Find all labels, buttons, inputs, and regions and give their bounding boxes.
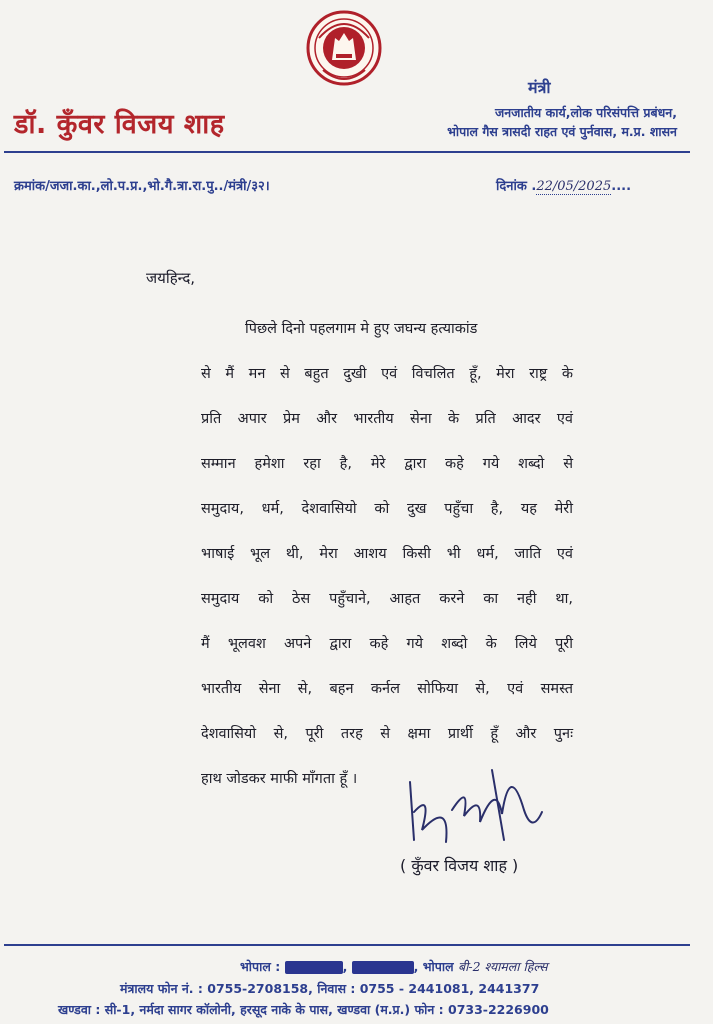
date-field: दिनांक .22/05/2025.... (496, 179, 632, 194)
salutation: जयहिन्द, (146, 269, 196, 287)
letter-line-3: प्रति अपार प्रेम और भारतीय सेना के प्रति आदर एवं (201, 411, 573, 427)
department-line-1: जनजातीय कार्य,लोक परिसंपत्ति प्रबंधन, (494, 105, 677, 120)
letter-line-11: हाथ जोडकर माफी माँगता हूँ । (201, 771, 358, 787)
date-value: 22/05/2025 (536, 179, 612, 194)
letter-line-8: मैं भूलवश अपने द्वारा कहे गये शब्दो के लिये पूरी (201, 636, 573, 652)
footer-phone-line: मंत्रालय फोन नं. : 0755-2708158, निवास : 0755 - 2441081, 2441377 (120, 981, 540, 996)
footer-divider (4, 944, 690, 946)
footer-khandwa-line: खण्डवा : सी-1, नर्मदा सागर कॉलोनी, हरसूद नाके के पास, खण्डवा (म.प्र.) फोन : 0733-2226900 (58, 1002, 549, 1017)
state-emblem-icon (305, 8, 383, 98)
department-line-2: भोपाल गैस त्रासदी राहत एवं पुर्नवास, म.प्र. शासन (447, 124, 677, 139)
address-prefix: भोपाल : (240, 959, 281, 974)
redaction-block (352, 961, 414, 974)
minister-name: डॉ. कुँवर विजय शाह (14, 109, 225, 140)
header-divider (4, 151, 690, 153)
letter-line-6: भाषाई भूल थी, मेरा आशय किसी भी धर्म, जाति एवं (201, 546, 573, 562)
letter-line-4: सम्मान हमेशा रहा है, मेरे द्वारा कहे गये शब्दो से (201, 456, 573, 472)
letter-line-7: समुदाय को ठेस पहुँचाने, आहत करने का नही था, (201, 591, 573, 607)
reference-number: क्रमांक/जजा.का.,लो.प.प्र.,भो.गै.त्रा.रा.पु../मंत्री/३२। (14, 179, 270, 194)
signatory-name: ( कुँवर विजय शाह ) (400, 856, 519, 875)
signature-scribble (392, 752, 562, 852)
address-suffix: , भोपाल (413, 959, 454, 974)
redaction-block (285, 961, 343, 974)
letter-line-10: देशवासियो से, पूरी तरह से क्षमा प्रार्थी हूँ और पुनः (201, 726, 573, 742)
footer-address-line: भोपाल : , , भोपाल बी-2 श्यामला हिल्स (240, 959, 548, 974)
minister-title: मंत्री (528, 78, 551, 97)
address-handwritten: बी-2 श्यामला हिल्स (457, 959, 548, 974)
letter-line-9: भारतीय सेना से, बहन कर्नल सोफिया से, एवं समस्त (201, 681, 573, 697)
letter-line-1: पिछले दिनो पहलगाम मे हुए जघन्य हत्याकांड (245, 321, 478, 337)
date-label: दिनांक (496, 179, 527, 194)
letter-line-2: से मैं मन से बहुत दुखी एवं विचलित हूँ, मेरा राष्ट्र के (201, 366, 573, 382)
letter-line-5: समुदाय, धर्म, देशवासियो को दुख पहुँचा है, यह मेरी (201, 501, 573, 517)
